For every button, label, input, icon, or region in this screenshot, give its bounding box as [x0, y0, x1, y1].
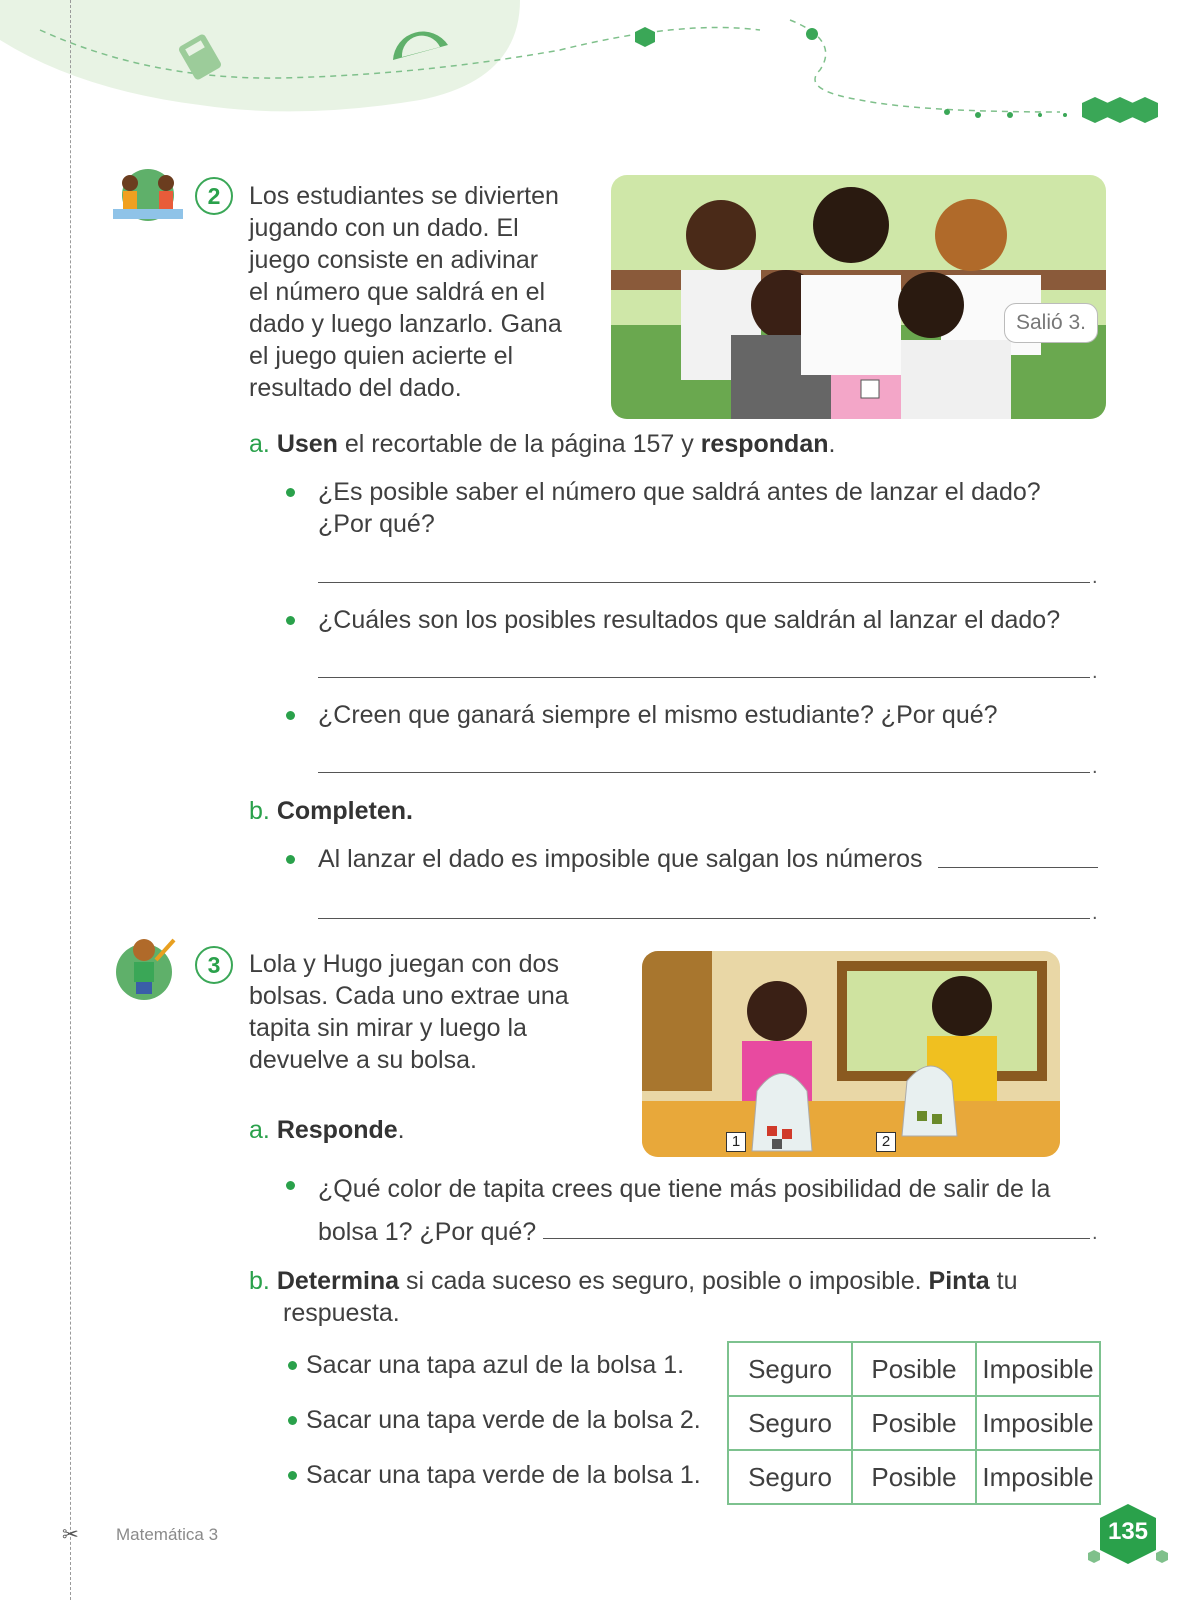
task-verb: Responde: [276, 1116, 398, 1144]
bullet: [288, 1471, 297, 1480]
option-cell[interactable]: Imposible: [976, 1342, 1100, 1396]
task-letter: b.: [249, 1267, 270, 1295]
option-cell[interactable]: Seguro: [728, 1450, 852, 1504]
bullet: [286, 711, 295, 720]
task-text: tu: [989, 1267, 1018, 1295]
task-verb: Completen.: [276, 797, 413, 825]
line-period: .: [1092, 902, 1098, 924]
intro-line: tapita sin mirar y luego la: [249, 1014, 527, 1042]
line-period: .: [1092, 756, 1098, 778]
answer-line[interactable]: [543, 1238, 1090, 1239]
question-line: ¿Por qué?: [318, 510, 435, 538]
bullet: [288, 1361, 297, 1370]
intro-line: el número que saldrá en el: [249, 278, 546, 306]
activity-number: 2: [195, 177, 233, 215]
option-cell[interactable]: Seguro: [728, 1396, 852, 1450]
intro-line: dado y luego lanzarlo. Gana: [249, 310, 562, 338]
answer-line[interactable]: [938, 867, 1098, 868]
option-cell[interactable]: Posible: [852, 1396, 976, 1450]
option-cell[interactable]: Posible: [852, 1342, 976, 1396]
bag-label: 1: [726, 1132, 746, 1152]
option-cell[interactable]: Seguro: [728, 1342, 852, 1396]
bullet: [288, 1416, 297, 1425]
answer-line[interactable]: [318, 677, 1090, 678]
line-period: .: [1092, 661, 1098, 683]
intro-line: Los estudiantes se divierten: [249, 182, 559, 210]
activity-intro: [249, 180, 589, 404]
task-text: .: [828, 430, 836, 458]
task-letter: a.: [249, 430, 270, 458]
question-2a-1: [318, 476, 1041, 540]
task-letter: b.: [249, 797, 270, 825]
task-verb: Determina: [276, 1267, 400, 1295]
bullet: [286, 616, 295, 625]
cubes-icon: [1082, 97, 1158, 123]
answer-line[interactable]: [318, 918, 1090, 919]
intro-line: bolsas. Cada uno extrae una: [249, 982, 569, 1010]
bullet: [286, 488, 295, 497]
task-3b-heading: [249, 1265, 1069, 1329]
bullet: [286, 855, 295, 864]
question-3a-1: [318, 1168, 1050, 1254]
question-line: ¿Es posible saber el número que saldrá antes de lanzar el dado?: [318, 478, 1041, 506]
speech-bubble: Salió 3.: [1004, 303, 1098, 343]
book-title: Matemática 3: [116, 1525, 219, 1544]
individual-work-icon: [112, 930, 186, 1004]
intro-line: juego consiste en adivinar: [249, 246, 539, 274]
task-text: si cada suceso es seguro, posible o imposible.: [399, 1267, 929, 1295]
task-2a-heading: [249, 428, 835, 460]
question-line: ¿Qué color de tapita crees que tiene más posibilidad de salir de la: [318, 1175, 1051, 1203]
activity-intro: [249, 948, 599, 1076]
event-item: Sacar una tapa azul de la bolsa 1.: [306, 1351, 685, 1379]
answer-line[interactable]: [318, 582, 1090, 583]
task-verb: Pinta: [928, 1267, 990, 1295]
activity-number: 3: [195, 946, 233, 984]
line-period: .: [1092, 566, 1098, 588]
event-item: Sacar una tapa verde de la bolsa 1.: [306, 1461, 701, 1489]
task-text: respuesta.: [283, 1299, 400, 1327]
students-dice-illustration: [611, 175, 1106, 419]
option-cell[interactable]: Posible: [852, 1450, 976, 1504]
table-row: [728, 1342, 1100, 1396]
table-row: [728, 1450, 1100, 1504]
choices-table: [727, 1341, 1101, 1505]
question-2a-3: ¿Creen que ganará siempre el mismo estudiante? ¿Por qué?: [318, 701, 998, 729]
task-letter: a.: [249, 1116, 270, 1144]
line-period: .: [1092, 1222, 1098, 1244]
header-decoration: [0, 0, 1193, 140]
question-line: bolsa 1? ¿Por qué?: [318, 1218, 537, 1246]
bags-illustration: [642, 951, 1060, 1157]
task-verb: respondan: [700, 430, 829, 458]
intro-line: resultado del dado.: [249, 374, 462, 402]
cube-icon: [635, 27, 655, 47]
event-item: Sacar una tapa verde de la bolsa 2.: [306, 1406, 701, 1434]
intro-line: Lola y Hugo juegan con dos: [249, 950, 559, 978]
task-2b-heading: [249, 795, 413, 827]
table-row: [728, 1396, 1100, 1450]
cut-line: [70, 0, 71, 1600]
intro-line: jugando con un dado. El: [249, 214, 519, 242]
option-cell[interactable]: Imposible: [976, 1450, 1100, 1504]
page-number: 135: [1107, 1518, 1149, 1545]
question-2a-2: ¿Cuáles son los posibles resultados que saldrán al lanzar el dado?: [318, 606, 1061, 634]
option-cell[interactable]: Imposible: [976, 1396, 1100, 1450]
task-verb: Usen: [276, 430, 338, 458]
task-3a-heading: [249, 1114, 405, 1146]
group-work-icon: [108, 165, 188, 225]
intro-line: devuelve a su bolsa.: [249, 1046, 477, 1074]
task-text: el recortable de la página 157 y: [337, 430, 701, 458]
bag-label: 2: [876, 1132, 896, 1152]
intro-line: el juego quien acierte el: [249, 342, 514, 370]
task-text: .: [397, 1116, 405, 1144]
question-2b-1: Al lanzar el dado es imposible que salgan los números: [318, 845, 923, 873]
answer-line[interactable]: [318, 772, 1090, 773]
scissors-icon: ✂: [62, 1524, 79, 1546]
bullet: [286, 1181, 295, 1190]
